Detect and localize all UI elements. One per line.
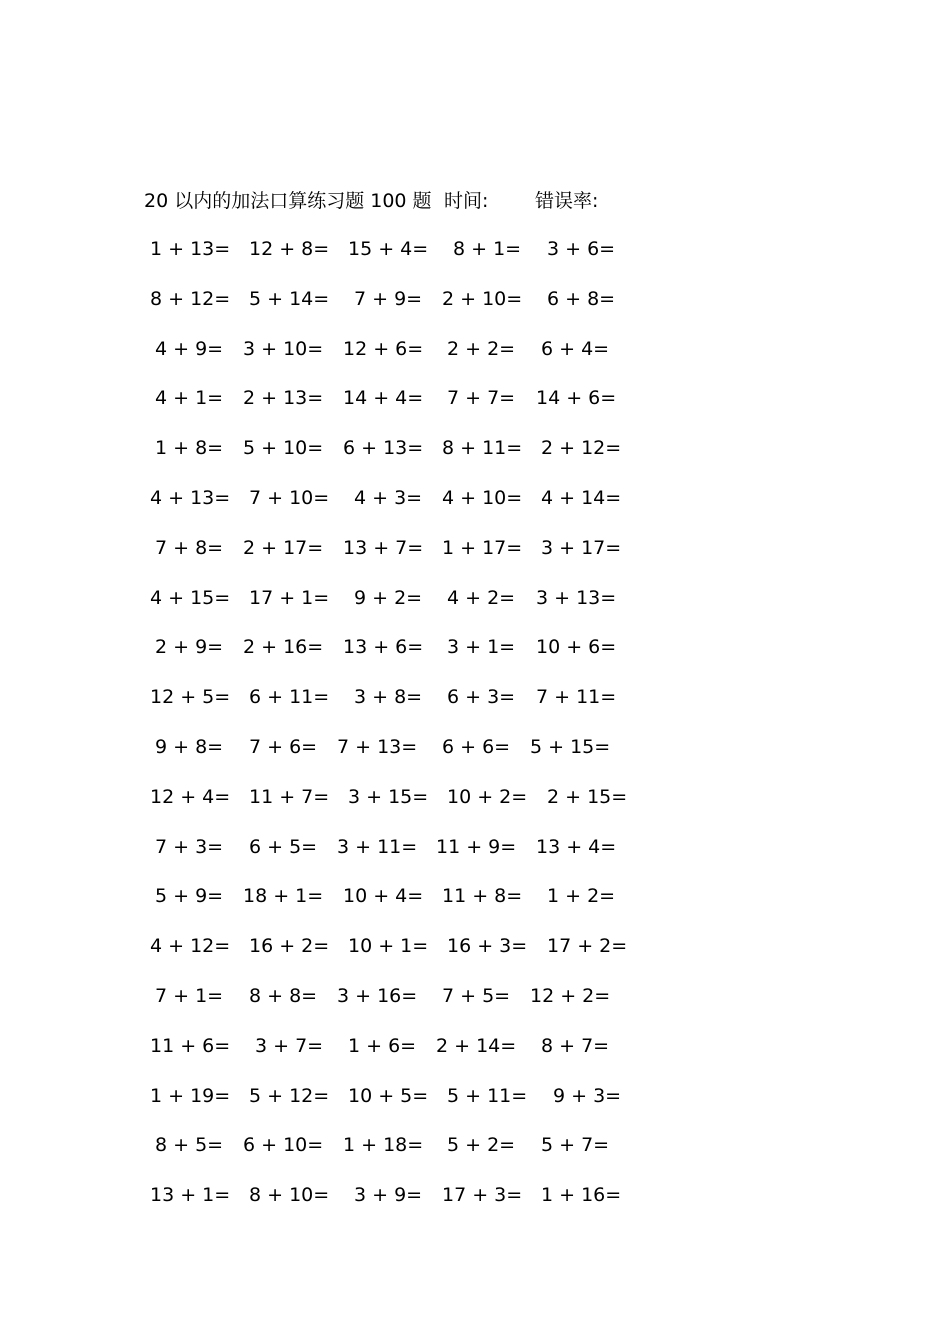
problem-r7-c2: 2 + 17=: [243, 536, 324, 559]
problem-r19-c4: 5 + 2=: [447, 1134, 516, 1157]
problem-r7-c3: 13 + 7=: [343, 536, 424, 559]
problem-r20-c1: 13 + 1=: [150, 1184, 231, 1207]
problem-r15-c2: 16 + 2=: [249, 935, 330, 958]
problem-r14-c4: 11 + 8=: [442, 885, 523, 908]
problem-r14-c1: 5 + 9=: [155, 885, 224, 908]
problem-r3-c2: 3 + 10=: [243, 337, 324, 360]
problem-r11-c2: 7 + 6=: [249, 736, 318, 758]
problem-r19-c3: 1 + 18=: [343, 1134, 424, 1157]
problem-r17-c5: 8 + 7=: [541, 1034, 610, 1057]
problem-r9-c3: 13 + 6=: [343, 636, 424, 659]
problem-r13-c5: 13 + 4=: [536, 835, 617, 858]
problem-r12-c3: 3 + 15=: [348, 785, 429, 808]
problem-r17-c3: 1 + 6=: [348, 1034, 417, 1057]
problem-r1-c3: 15 + 4=: [348, 238, 429, 260]
problem-r18-c4: 5 + 11=: [447, 1084, 528, 1107]
problem-r14-c3: 10 + 4=: [343, 885, 424, 908]
problem-r8-c4: 4 + 2=: [447, 586, 516, 609]
problem-r1-c5: 3 + 6=: [547, 238, 616, 260]
problem-r10-c2: 6 + 11=: [249, 686, 330, 709]
problem-r19-c2: 6 + 10=: [243, 1134, 324, 1157]
problem-r16-c2: 8 + 8=: [249, 985, 318, 1007]
problem-r20-c4: 17 + 3=: [442, 1184, 523, 1207]
problem-r10-c4: 6 + 3=: [447, 686, 516, 709]
problem-r2-c4: 2 + 10=: [442, 287, 523, 310]
problem-r7-c5: 3 + 17=: [541, 536, 622, 559]
problem-r16-c1: 7 + 1=: [155, 985, 224, 1007]
problem-r6-c1: 4 + 13=: [150, 487, 231, 509]
problem-r7-c1: 7 + 8=: [155, 536, 224, 559]
problem-r3-c3: 12 + 6=: [343, 337, 424, 360]
problem-r15-c4: 16 + 3=: [447, 935, 528, 958]
problem-r6-c2: 7 + 10=: [249, 487, 330, 509]
problem-r18-c1: 1 + 19=: [150, 1084, 231, 1107]
problem-r9-c4: 3 + 1=: [447, 636, 516, 659]
problem-r19-c1: 8 + 5=: [155, 1134, 224, 1157]
problem-r18-c5: 9 + 3=: [553, 1084, 622, 1107]
problem-r3-c4: 2 + 2=: [447, 337, 516, 360]
problem-r9-c2: 2 + 16=: [243, 636, 324, 659]
problem-r10-c5: 7 + 11=: [536, 686, 617, 709]
problem-r2-c2: 5 + 14=: [249, 287, 330, 310]
problem-r1-c2: 12 + 8=: [249, 238, 330, 260]
problem-r1-c4: 8 + 1=: [453, 238, 522, 260]
problem-r6-c5: 4 + 14=: [541, 487, 622, 509]
problem-r13-c3: 3 + 11=: [337, 835, 418, 858]
problem-r14-c5: 1 + 2=: [547, 885, 616, 908]
problem-r2-c1: 8 + 12=: [150, 287, 231, 310]
problem-r11-c3: 7 + 13=: [337, 736, 418, 758]
problem-r2-c3: 7 + 9=: [354, 287, 423, 310]
problem-r17-c1: 11 + 6=: [150, 1034, 231, 1057]
time-label: 时间:: [444, 190, 489, 212]
problem-r4-c2: 2 + 13=: [243, 387, 324, 410]
error-rate-label: 错误率:: [535, 190, 599, 212]
problem-r11-c5: 5 + 15=: [530, 736, 611, 758]
problem-r4-c1: 4 + 1=: [155, 387, 224, 410]
problem-r20-c5: 1 + 16=: [541, 1184, 622, 1207]
problem-r17-c2: 3 + 7=: [255, 1034, 324, 1057]
problem-r18-c2: 5 + 12=: [249, 1084, 330, 1107]
problem-r15-c5: 17 + 2=: [547, 935, 628, 958]
problem-r10-c1: 12 + 5=: [150, 686, 231, 709]
problem-r2-c5: 6 + 8=: [547, 287, 616, 310]
problem-r15-c1: 4 + 12=: [150, 935, 231, 958]
problem-r13-c4: 11 + 9=: [436, 835, 517, 858]
problem-r6-c4: 4 + 10=: [442, 487, 523, 509]
problem-r19-c5: 5 + 7=: [541, 1134, 610, 1157]
problem-r12-c4: 10 + 2=: [447, 785, 528, 808]
problem-r5-c5: 2 + 12=: [541, 437, 622, 460]
problem-r20-c2: 8 + 10=: [249, 1184, 330, 1207]
problem-r9-c5: 10 + 6=: [536, 636, 617, 659]
problem-r16-c3: 3 + 16=: [337, 985, 418, 1007]
problem-r8-c5: 3 + 13=: [536, 586, 617, 609]
problem-r1-c1: 1 + 13=: [150, 238, 231, 260]
problem-r5-c4: 8 + 11=: [442, 437, 523, 460]
problem-r16-c4: 7 + 5=: [442, 985, 511, 1007]
problem-r18-c3: 10 + 5=: [348, 1084, 429, 1107]
problem-r11-c4: 6 + 6=: [442, 736, 511, 758]
problem-r15-c3: 10 + 1=: [348, 935, 429, 958]
problem-r9-c1: 2 + 9=: [155, 636, 224, 659]
problem-r12-c1: 12 + 4=: [150, 785, 231, 808]
problem-r4-c3: 14 + 4=: [343, 387, 424, 410]
problem-r5-c2: 5 + 10=: [243, 437, 324, 460]
problem-r17-c4: 2 + 14=: [436, 1034, 517, 1057]
problem-r8-c1: 4 + 15=: [150, 586, 231, 609]
problem-r5-c3: 6 + 13=: [343, 437, 424, 460]
problem-r8-c2: 17 + 1=: [249, 586, 330, 609]
problem-r5-c1: 1 + 8=: [155, 437, 224, 460]
problem-r10-c3: 3 + 8=: [354, 686, 423, 709]
problem-r4-c5: 14 + 6=: [536, 387, 617, 410]
problem-r11-c1: 9 + 8=: [155, 736, 224, 758]
problem-r13-c1: 7 + 3=: [155, 835, 224, 858]
problem-r6-c3: 4 + 3=: [354, 487, 423, 509]
problem-r7-c4: 1 + 17=: [442, 536, 523, 559]
problem-r3-c5: 6 + 4=: [541, 337, 610, 360]
problem-r20-c3: 3 + 9=: [354, 1184, 423, 1207]
problem-r8-c3: 9 + 2=: [354, 586, 423, 609]
problem-r14-c2: 18 + 1=: [243, 885, 324, 908]
problem-r3-c1: 4 + 9=: [155, 337, 224, 360]
problem-r13-c2: 6 + 5=: [249, 835, 318, 858]
problem-r4-c4: 7 + 7=: [447, 387, 516, 410]
problem-r16-c5: 12 + 2=: [530, 985, 611, 1007]
problem-r12-c5: 2 + 15=: [547, 785, 628, 808]
worksheet-title: 20 以内的加法口算练习题 100 题: [144, 190, 432, 212]
problem-r12-c2: 11 + 7=: [249, 785, 330, 808]
